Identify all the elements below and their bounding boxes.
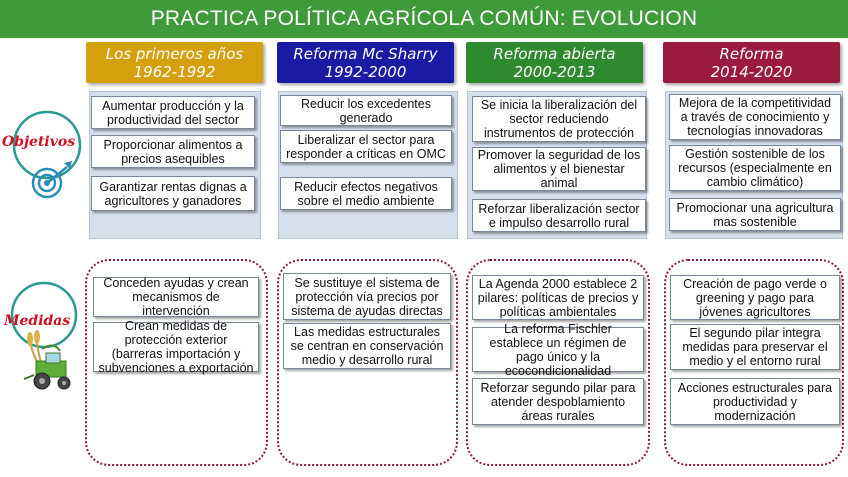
- period-years: 2000-2013: [513, 62, 596, 81]
- period-name: Reforma abierta: [493, 44, 616, 63]
- period-name: Reforma Mc Sharry: [293, 44, 438, 63]
- medida-box: El segundo pilar integra medidas para preservar el medio y el entorno rural: [670, 324, 840, 370]
- medida-box: Se sustituye el sistema de protección vía precios por sistema de ayudas directas: [283, 273, 451, 320]
- tractor-icon: [8, 275, 80, 400]
- period-name: Los primeros años: [105, 44, 244, 63]
- period-name: Reforma: [719, 44, 784, 63]
- objetivo-box: Reducir efectos negativos sobre el medio ambiente: [280, 177, 452, 210]
- medida-box: Las medidas estructurales se centran en conservación medio y desarrollo rural: [283, 323, 451, 369]
- objetivo-box: Liberalizar el sector para responder a críticas en OMC: [280, 130, 452, 163]
- medida-box: La Agenda 2000 establece 2 pilares: políticas de precios y políticas ambientales: [472, 275, 644, 320]
- objetivo-box: Promover la seguridad de los alimentos y el bienestar animal: [472, 147, 646, 191]
- objetivos-label: Objetivos: [2, 134, 76, 150]
- period-header-2: [277, 42, 454, 83]
- objetivo-box: Reforzar liberalización sector e impulso desarrollo rural: [472, 199, 646, 232]
- period-years: 1992-2000: [324, 62, 407, 81]
- medida-box: Crean medidas de protección exterior (barreras importación y subvenciones a exportación: [93, 322, 259, 372]
- objetivo-box: Aumentar producción y la productividad del sector: [91, 96, 255, 129]
- objetivo-box: Gestión sostenible de los recursos (especialmente en cambio climático): [669, 145, 841, 191]
- period-header-1: [86, 42, 263, 83]
- medida-box: Creación de pago verde o greening y pago para jóvenes agricultores: [670, 275, 840, 320]
- objetivo-box: Garantizar rentas dignas a agricultores y ganadores: [91, 176, 255, 211]
- medida-box: La reforma Fischler establece un régimen de pago único y la ecocondicionalidad: [472, 327, 644, 372]
- medida-box: Conceden ayudas y crean mecanismos de intervención: [93, 277, 259, 317]
- period-years: 2014-2020: [710, 62, 793, 81]
- target-icon: [12, 95, 82, 207]
- medida-box: Reforzar segundo pilar para atender despoblamiento áreas rurales: [472, 378, 644, 425]
- objetivo-box: Promocionar una agricultura mas sostenible: [669, 198, 841, 231]
- period-header-3: [466, 42, 643, 83]
- objetivo-box: Proporcionar alimentos a precios asequibles: [91, 135, 255, 168]
- period-years: 1962-1992: [133, 62, 216, 81]
- page-title: PRACTICA POLÍTICA AGRÍCOLA COMÚN: EVOLUCION: [0, 0, 848, 38]
- objetivo-box: Reducir los excedentes generado: [280, 95, 452, 126]
- objetivo-box: Mejora de la competitividad a través de conocimiento y tecnologías innovadoras: [669, 94, 841, 140]
- medidas-label: Medidas: [4, 313, 71, 329]
- medida-box: Acciones estructurales para productividad y modernización: [670, 378, 840, 425]
- objetivo-box: Se inicia la liberalización del sector reduciendo instrumentos de protección: [472, 96, 646, 142]
- period-header-4: [663, 42, 840, 83]
